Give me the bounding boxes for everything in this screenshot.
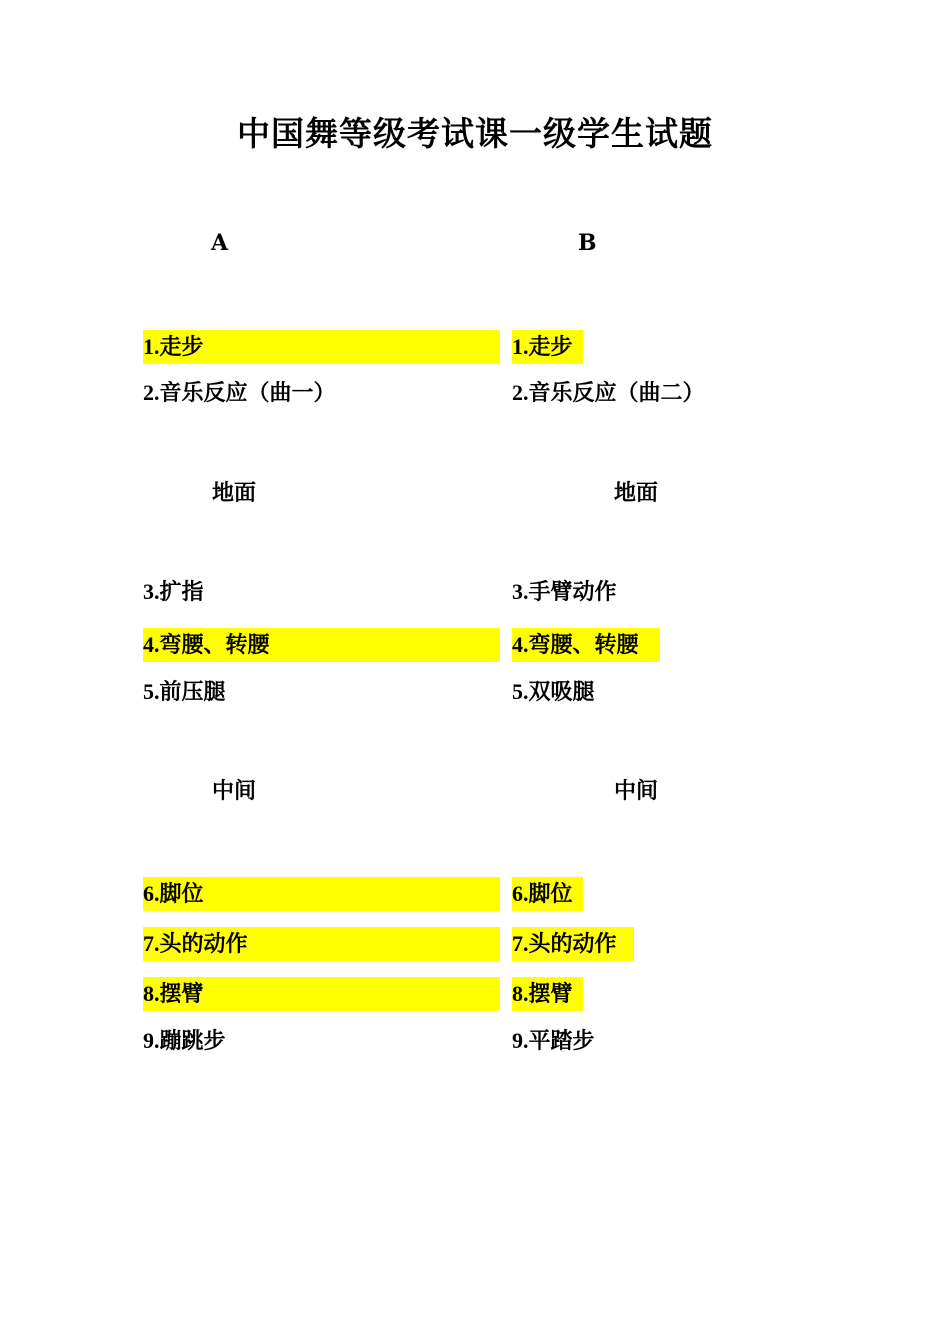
list-item-a-6: 6.脚位 (143, 877, 500, 911)
list-item-a-7: 7.头的动作 (143, 927, 500, 961)
list-item-b-8: 8.摆臂 (512, 977, 583, 1011)
list-item-b-1: 1.走步 (512, 330, 583, 364)
list-item-a-2: 2.音乐反应（曲一） (143, 380, 336, 406)
section-center-a: 中间 (212, 778, 257, 804)
list-item-b-3: 3.手臂动作 (512, 579, 617, 605)
list-item-b-5: 5.双吸腿 (512, 679, 595, 705)
list-item-a-9: 9.蹦跳步 (143, 1028, 226, 1054)
list-item-a-5: 5.前压腿 (143, 679, 226, 705)
list-item-b-2: 2.音乐反应（曲二） (512, 380, 705, 406)
section-center-b: 中间 (614, 778, 659, 804)
list-item-b-4: 4.弯腰、转腰 (512, 628, 660, 662)
section-floor-b: 地面 (614, 480, 659, 506)
section-floor-a: 地面 (212, 480, 257, 506)
page-title: 中国舞等级考试课一级学生试题 (237, 114, 713, 153)
list-item-a-1: 1.走步 (143, 330, 500, 364)
list-item-b-7: 7.头的动作 (512, 927, 634, 961)
list-item-a-8: 8.摆臂 (143, 977, 500, 1011)
list-item-b-9: 9.平踏步 (512, 1028, 595, 1054)
list-item-b-6: 6.脚位 (512, 877, 583, 911)
column-a-label: A (211, 230, 229, 256)
column-b-label: B (578, 230, 597, 256)
list-item-a-3: 3.扩指 (143, 579, 204, 605)
list-item-a-4: 4.弯腰、转腰 (143, 628, 500, 662)
